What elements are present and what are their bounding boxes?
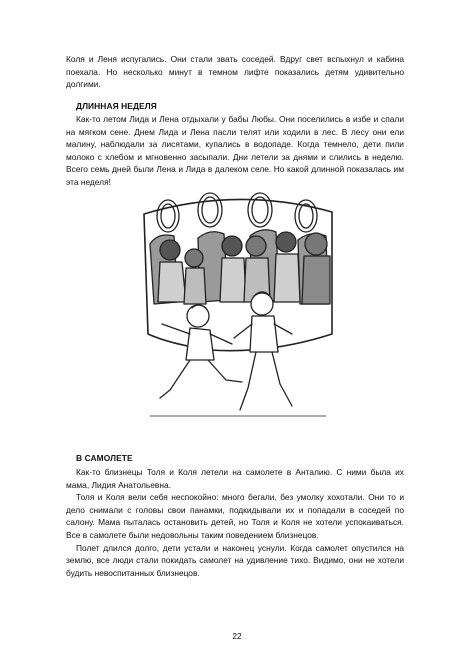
intro-text [66, 53, 404, 91]
intro-paragraph: Коля и Леня испугались. Они стали звать соседей. Вдруг свет вспыхнул и кабина поехала. Но несколько минут в темном лифте показались детям удивительно долгими. [66, 54, 404, 90]
page-number: 22 [232, 631, 242, 641]
story-long-week [66, 113, 404, 189]
section-title-in-airplane: В САМОЛЕТЕ [76, 453, 133, 463]
section-title-long-week: ДЛИННАЯ НЕДЕЛЯ [76, 101, 157, 111]
story-paragraph: Как-то летом Лида и Лена отдыхали у бабы Любы. Они поселились в избе и спали на мягком сене. Днем Лида и Лена пасли телят или ходили в лес. В лесу они ели малину, наблюдали за лисятами, купались в водопаде. Когда темнело, дети пили молоко с хлебом и мгновенно засыпали. Дни летели за днями и слились в неделю. Всего семь дней были Лена и Лида в далеком селе. Но какой длинной показалась им эта неделя! [66, 114, 404, 187]
story-paragraph: Как-то близнецы Толя и Коля летели на самолете в Анталию. С ними была их мама, Лидия Анатольевна. [66, 467, 404, 490]
story-paragraph: Толя и Коля вели себя неспокойно: много бегали, без умолку хохотали. Они то и дело снимали с головы свои панамки, подкидывали их и попадали в соседей по салону. Мама пыталась остановить детей, но Толя и Коля не хотели успокаиваться. Все в самолете были недовольны таким поведением близнецов. [66, 492, 404, 540]
story-in-airplane [66, 466, 404, 579]
story-paragraph: Полет длился долго, дети устали и наконец уснули. Когда самолет опустился на землю, все люди стали покидать самолет на удивление тихо. Видимо, они не хотели будить невоспитанных близнецов. [66, 542, 404, 578]
airplane-cabin-illustration [140, 184, 336, 422]
